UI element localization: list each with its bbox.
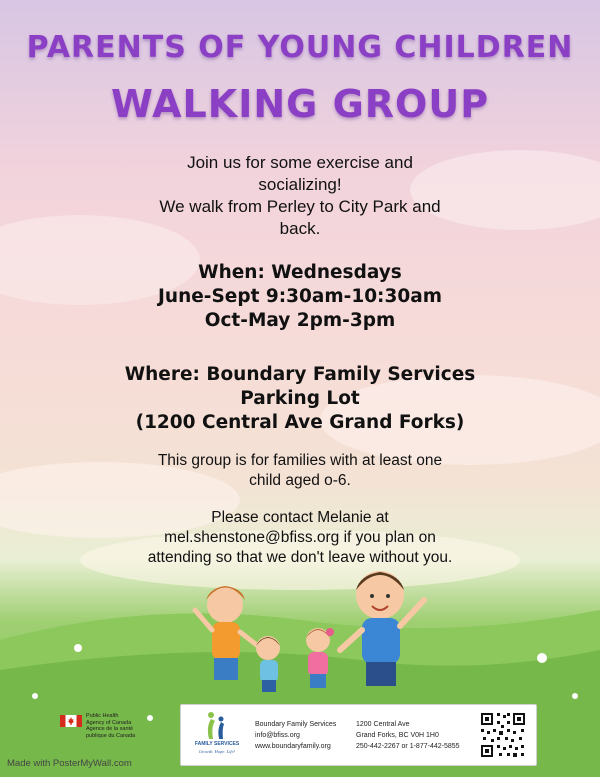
when-winter-hours: Oct-May 2pm-3pm <box>204 310 396 331</box>
gov-fr-line-2: publique du Canada <box>86 732 136 739</box>
made-with-credit[interactable]: Made with PosterMyWall.com <box>7 758 132 769</box>
contact-line-1: Please contact Melanie at <box>211 509 389 526</box>
footer-address-2: Grand Forks, BC V0H 1H0 <box>356 732 439 739</box>
footer-website[interactable]: www.boundaryfamily.org <box>255 743 331 750</box>
contact-text <box>90 508 510 568</box>
title-line-2: WALKING GROUP <box>110 82 490 126</box>
contact-line-3: attending so that we don't leave without you. <box>147 549 453 566</box>
gov-en-line-1: Public Health <box>86 713 119 719</box>
eligibility-text <box>120 451 480 491</box>
footer-email[interactable]: info@bfiss.org <box>255 732 300 739</box>
where-address: (1200 Central Ave Grand Forks) <box>135 412 465 433</box>
intro-text <box>120 152 480 240</box>
gov-fr-line-1: Agence de la santé <box>86 726 134 732</box>
footer-address-column <box>356 719 460 752</box>
intro-line-1: Join us for some exercise and <box>187 153 413 172</box>
logo-name: FAMILY SERVICES <box>194 741 240 747</box>
intro-line-4: back. <box>279 219 321 238</box>
eligibility-line-1: This group is for families with at least one <box>157 452 443 469</box>
when-heading: When: Wednesdays <box>198 262 402 283</box>
family-services-logo <box>189 709 245 761</box>
gov-logo-text <box>86 713 135 739</box>
qr-code-icon[interactable] <box>479 711 527 759</box>
logo-tagline: Growth. Hope. Life! <box>198 749 236 754</box>
when-summer-hours: June-Sept 9:30am-10:30am <box>158 286 442 307</box>
where-section <box>60 363 540 435</box>
title-line-1: PARENTS OF YOUNG CHILDREN <box>26 30 574 65</box>
eligibility-line-2: child aged o-6. <box>249 472 351 489</box>
contact-email-line[interactable]: mel.shenstone@bfiss.org if you plan on <box>164 529 436 546</box>
when-section <box>60 261 540 333</box>
intro-line-2: socializing! <box>258 175 342 194</box>
canada-flag-icon <box>60 715 82 727</box>
footer-contact-column <box>255 719 336 752</box>
footer-address-1: 1200 Central Ave <box>356 721 410 728</box>
family-services-logo-icon <box>189 709 245 741</box>
intro-line-3: We walk from Perley to City Park and <box>159 197 441 216</box>
where-heading: Where: Boundary Family Services <box>124 364 476 385</box>
footer-card <box>180 704 537 766</box>
footer-org-name: Boundary Family Services <box>255 721 337 728</box>
gov-en-line-2: Agency of Canada <box>86 719 132 726</box>
public-health-agency-logo <box>60 713 170 739</box>
footer-phone: 250-442-2267 or 1-877-442-5855 <box>356 743 460 750</box>
family-illustration <box>190 560 430 700</box>
where-location: Parking Lot <box>240 388 360 409</box>
